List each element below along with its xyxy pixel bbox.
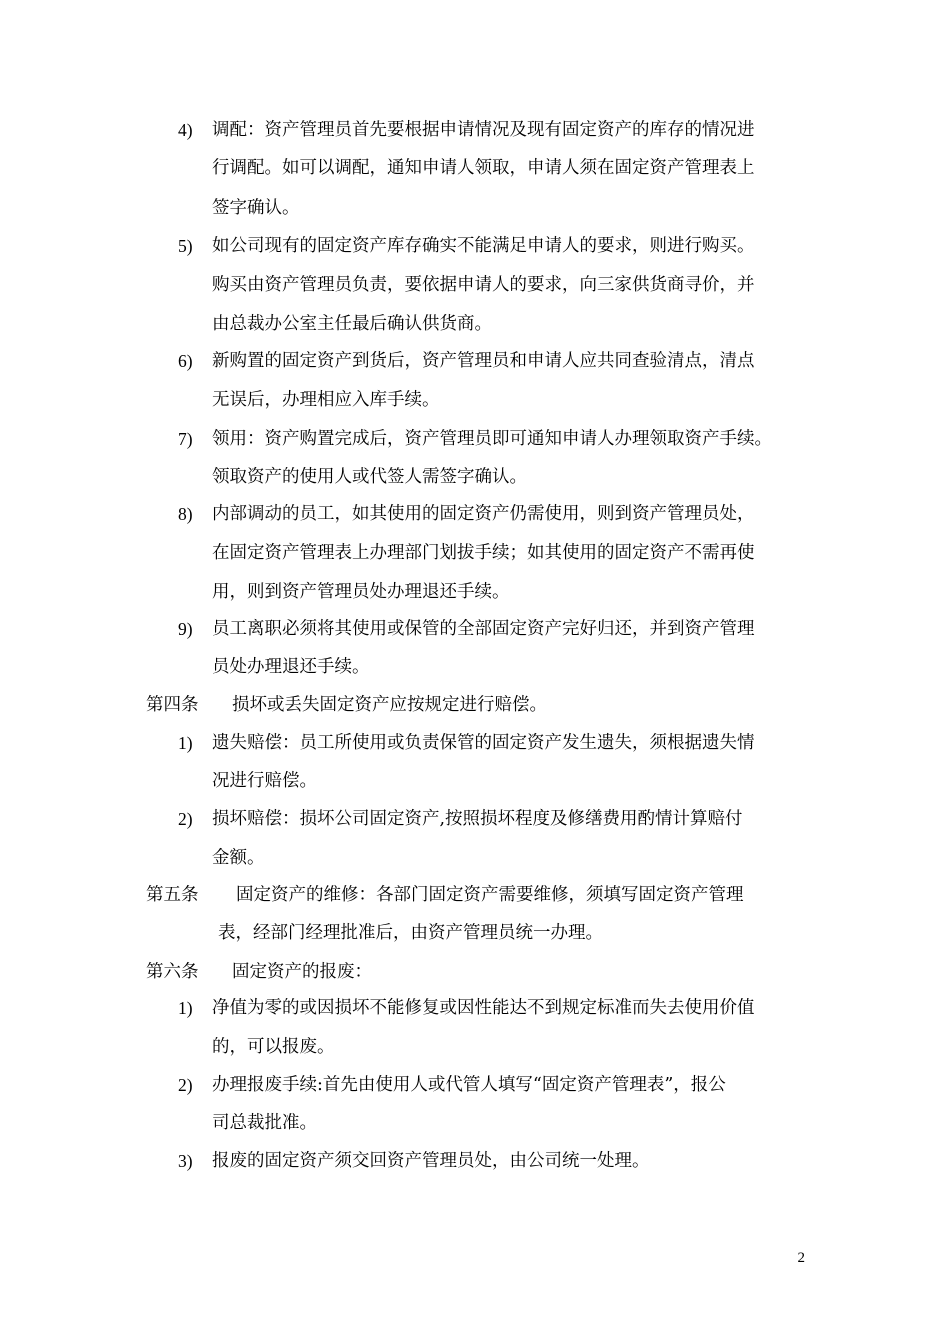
page-number: 2: [797, 1250, 805, 1266]
item-number: 3): [178, 1151, 193, 1171]
item-text-line: 领取资产的使用人或代签人需签字确认。: [212, 467, 527, 487]
item-text-line: 况进行赔偿。: [212, 771, 317, 791]
item-text-line: 司总裁批准。: [212, 1113, 317, 1133]
article-label: 第四条: [146, 695, 199, 715]
item-text-line: 的，可以报废。: [212, 1037, 335, 1057]
item-number: 2): [178, 1075, 193, 1095]
item-text-line: 金额。: [212, 848, 265, 868]
item-text-line: 由总裁办公室主任最后确认供货商。: [212, 314, 492, 334]
article-text: 损坏或丢失固定资产应按规定进行赔偿。: [232, 695, 547, 715]
item-text-line: 遗失赔偿：员工所使用或负责保管的固定资产发生遗失，须根据遗失情: [212, 733, 755, 753]
item-text-line: 用，则到资产管理员处办理退还手续。: [212, 582, 510, 602]
item-number: 1): [178, 998, 193, 1018]
item-number: 1): [178, 733, 193, 753]
item-text-line: 购买由资产管理员负责，要依据申请人的要求，向三家供货商寻价，并: [212, 275, 755, 295]
item-text-line: 内部调动的员工，如其使用的固定资产仍需使用，则到资产管理员处，: [212, 504, 755, 524]
item-number: 7): [178, 429, 193, 449]
item-text-line: 无误后，办理相应入库手续。: [212, 390, 440, 410]
item-text-line: 净值为零的或因损坏不能修复或因性能达不到规定标准而失去使用价值: [212, 998, 755, 1018]
article-text: 固定资产的维修：各部门固定资产需要维修，须填写固定资产管理: [236, 885, 744, 905]
item-text-line: 领用：资产购置完成后，资产管理员即可通知申请人办理领取资产手续。: [212, 429, 772, 449]
article-label: 第五条: [146, 885, 199, 905]
item-text-line: 调配：资产管理员首先要根据申请情况及现有固定资产的库存的情况进: [212, 120, 755, 140]
item-text-line: 新购置的固定资产到货后，资产管理员和申请人应共同查验清点，清点: [212, 351, 755, 371]
item-number: 9): [178, 619, 193, 639]
item-number: 8): [178, 504, 193, 524]
item-number: 4): [178, 120, 193, 140]
article-label: 第六条: [146, 962, 199, 982]
item-text-line: 办理报废手续:首先由使用人或代管人填写“固定资产管理表”，报公: [212, 1075, 726, 1095]
item-text-line: 员工离职必须将其使用或保管的全部固定资产完好归还，并到资产管理: [212, 619, 755, 639]
item-number: 2): [178, 809, 193, 829]
item-text-line: 如公司现有的固定资产库存确实不能满足申请人的要求，则进行购买。: [212, 236, 755, 256]
item-text-line: 员处办理退还手续。: [212, 657, 370, 677]
item-text-line: 损坏赔偿：损坏公司固定资产,按照损坏程度及修缮费用酌情计算赔付: [212, 809, 743, 829]
item-text-line: 行调配。如可以调配，通知申请人领取，申请人须在固定资产管理表上: [212, 158, 755, 178]
article-text: 表，经部门经理批准后，由资产管理员统一办理。: [218, 923, 603, 943]
item-text-line: 签字确认。: [212, 198, 300, 218]
item-number: 6): [178, 351, 193, 371]
item-number: 5): [178, 236, 193, 256]
article-text: 固定资产的报废：: [232, 962, 372, 982]
item-text-line: 报废的固定资产须交回资产管理员处，由公司统一处理。: [212, 1151, 650, 1171]
item-text-line: 在固定资产管理表上办理部门划拔手续；如其使用的固定资产不需再使: [212, 543, 755, 563]
